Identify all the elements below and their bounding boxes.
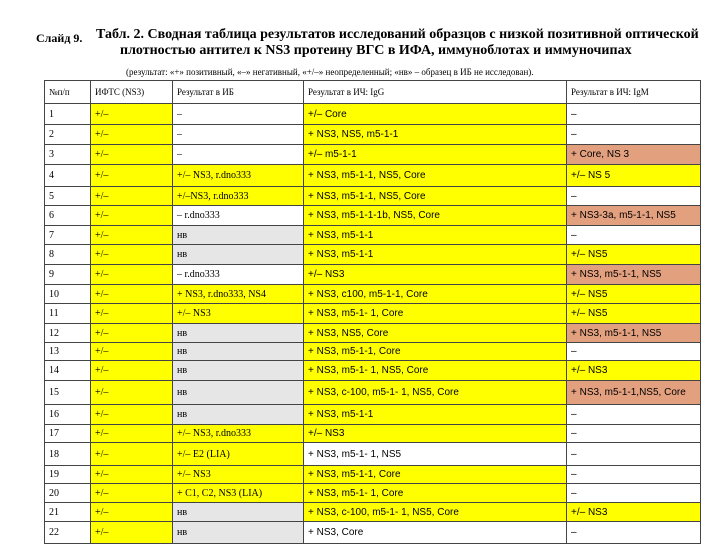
igg-result-cell: + NS3, m5-1- 1, NS5 <box>304 443 567 466</box>
row-number-cell: 3 <box>45 145 91 165</box>
table-row <box>45 226 701 245</box>
ifa-result-cell: +/– <box>91 361 173 381</box>
header-cell-igm: Результат в ИЧ: IgM <box>567 81 701 104</box>
ib-result-cell: – r.dno333 <box>173 206 304 226</box>
igm-result-cell: +/– NS3 <box>567 503 701 522</box>
table-row <box>45 165 701 187</box>
ifa-result-cell: +/– <box>91 405 173 425</box>
igg-result-cell: +/– NS3 <box>304 265 567 285</box>
row-number-cell: 5 <box>45 187 91 206</box>
row-number-cell: 2 <box>45 125 91 145</box>
ib-result-cell: – r.dno333 <box>173 265 304 285</box>
table-row <box>45 405 701 425</box>
row-number-cell: 9 <box>45 265 91 285</box>
igm-result-cell: +/– NS5 <box>567 245 701 265</box>
ib-result-cell: + C1, C2, NS3 (LIA) <box>173 484 304 503</box>
ifa-result-cell: +/– <box>91 145 173 165</box>
ib-result-cell: +/– NS3 <box>173 466 304 484</box>
table-header-row <box>45 81 701 104</box>
ifa-result-cell: +/– <box>91 104 173 125</box>
title-line-1: Табл. 2. Сводная таблица результатов исследований образцов с низкой позитивной оптической <box>96 27 699 42</box>
ib-result-cell: нв <box>173 343 304 361</box>
table-row <box>45 304 701 324</box>
ifa-result-cell: +/– <box>91 245 173 265</box>
header-cell-number: №п/п <box>45 81 91 104</box>
table-row <box>45 187 701 206</box>
igm-result-cell: – <box>567 226 701 245</box>
igm-result-cell: +/– NS5 <box>567 285 701 304</box>
results-table <box>44 80 701 544</box>
ib-result-cell: нв <box>173 405 304 425</box>
ib-result-cell: +/– E2 (LIA) <box>173 443 304 466</box>
header-cell-ifa: ИФТС (NS3) <box>91 81 173 104</box>
igm-result-cell: – <box>567 104 701 125</box>
igm-result-cell: +/– NS5 <box>567 304 701 324</box>
row-number-cell: 12 <box>45 324 91 343</box>
table-row <box>45 125 701 145</box>
ib-result-cell: нв <box>173 522 304 544</box>
ifa-result-cell: +/– <box>91 343 173 361</box>
igm-result-cell: – <box>567 466 701 484</box>
igg-result-cell: + NS3, m5-1-1 <box>304 245 567 265</box>
ifa-result-cell: +/– <box>91 304 173 324</box>
table-row <box>45 425 701 443</box>
igm-result-cell: + NS3, m5-1-1, NS5 <box>567 324 701 343</box>
igg-result-cell: + NS3, m5-1-1, NS5, Core <box>304 165 567 187</box>
ib-result-cell: – <box>173 145 304 165</box>
ifa-result-cell: +/– <box>91 381 173 405</box>
igm-result-cell: – <box>567 125 701 145</box>
table-row <box>45 245 701 265</box>
igg-result-cell: + NS3, c-100, m5-1- 1, NS5, Core <box>304 381 567 405</box>
row-number-cell: 14 <box>45 361 91 381</box>
table-row <box>45 361 701 381</box>
ib-result-cell: +/– NS3, r.dno333 <box>173 425 304 443</box>
table-row <box>45 443 701 466</box>
table-row <box>45 484 701 503</box>
row-number-cell: 19 <box>45 466 91 484</box>
ib-result-cell: нв <box>173 226 304 245</box>
igg-result-cell: + NS3, m5-1- 1, NS5, Core <box>304 361 567 381</box>
ifa-result-cell: +/– <box>91 265 173 285</box>
igm-result-cell: + Core, NS 3 <box>567 145 701 165</box>
row-number-cell: 11 <box>45 304 91 324</box>
table-row <box>45 324 701 343</box>
igm-result-cell: – <box>567 405 701 425</box>
igm-result-cell: + NS3, m5-1-1, NS5 <box>567 265 701 285</box>
ib-result-cell: нв <box>173 503 304 522</box>
ib-result-cell: +/–NS3, r.dno333 <box>173 187 304 206</box>
igm-result-cell: +/– NS 5 <box>567 165 701 187</box>
igm-result-cell: – <box>567 343 701 361</box>
igg-result-cell: +/– m5-1-1 <box>304 145 567 165</box>
ifa-result-cell: +/– <box>91 324 173 343</box>
igg-result-cell: + NS3, c-100, m5-1- 1, NS5, Core <box>304 503 567 522</box>
ifa-result-cell: +/– <box>91 425 173 443</box>
table-row <box>45 343 701 361</box>
ib-result-cell: нв <box>173 245 304 265</box>
ib-result-cell: – <box>173 104 304 125</box>
table-title <box>96 27 711 59</box>
row-number-cell: 13 <box>45 343 91 361</box>
ifa-result-cell: +/– <box>91 285 173 304</box>
ifa-result-cell: +/– <box>91 206 173 226</box>
ib-result-cell: – <box>173 125 304 145</box>
igm-result-cell: +/– NS3 <box>567 361 701 381</box>
ifa-result-cell: +/– <box>91 503 173 522</box>
row-number-cell: 4 <box>45 165 91 187</box>
igg-result-cell: + NS3, Core <box>304 522 567 544</box>
table-row <box>45 265 701 285</box>
ifa-result-cell: +/– <box>91 466 173 484</box>
row-number-cell: 6 <box>45 206 91 226</box>
igm-result-cell: – <box>567 484 701 503</box>
table-row <box>45 522 701 544</box>
ib-result-cell: нв <box>173 381 304 405</box>
header-cell-ib: Результат в ИБ <box>173 81 304 104</box>
ifa-result-cell: +/– <box>91 125 173 145</box>
ib-result-cell: + NS3, r.dno333, NS4 <box>173 285 304 304</box>
table-row <box>45 503 701 522</box>
ifa-result-cell: +/– <box>91 522 173 544</box>
igg-result-cell: + NS3, m5-1-1 <box>304 226 567 245</box>
ifa-result-cell: +/– <box>91 187 173 206</box>
igg-result-cell: + NS3, m5-1-1, Core <box>304 466 567 484</box>
row-number-cell: 10 <box>45 285 91 304</box>
igg-result-cell: +/– Core <box>304 104 567 125</box>
ifa-result-cell: +/– <box>91 484 173 503</box>
igg-result-cell: + NS3, m5-1-1, NS5, Core <box>304 187 567 206</box>
table-row <box>45 466 701 484</box>
row-number-cell: 18 <box>45 443 91 466</box>
ib-result-cell: +/– NS3 <box>173 304 304 324</box>
igg-result-cell: + NS3, c100, m5-1-1, Core <box>304 285 567 304</box>
igg-result-cell: + NS3, NS5, Core <box>304 324 567 343</box>
title-line-2: плотностью антител к NS3 протеину ВГС в ИФА, иммуноблотах и иммуночипах <box>120 43 632 58</box>
igm-result-cell: – <box>567 425 701 443</box>
row-number-cell: 8 <box>45 245 91 265</box>
ifa-result-cell: +/– <box>91 165 173 187</box>
ifa-result-cell: +/– <box>91 226 173 245</box>
igg-result-cell: +/– NS3 <box>304 425 567 443</box>
igm-result-cell: + NS3, m5-1-1,NS5, Core <box>567 381 701 405</box>
igm-result-cell: + NS3-3a, m5-1-1, NS5 <box>567 206 701 226</box>
row-number-cell: 22 <box>45 522 91 544</box>
igm-result-cell: – <box>567 187 701 206</box>
table-row <box>45 206 701 226</box>
igm-result-cell: – <box>567 443 701 466</box>
ifa-result-cell: +/– <box>91 443 173 466</box>
table-legend: (результат: «+» позитивный, «–» негативный, «+/–» неопределенный; «нв» – образец в ИБ не исследован). <box>126 67 534 77</box>
row-number-cell: 17 <box>45 425 91 443</box>
row-number-cell: 20 <box>45 484 91 503</box>
igg-result-cell: + NS3, m5-1-1 <box>304 405 567 425</box>
header-cell-igg: Результат в ИЧ: IgG <box>304 81 567 104</box>
table-row <box>45 381 701 405</box>
table-row <box>45 285 701 304</box>
igg-result-cell: + NS3, m5-1-1-1b, NS5, Core <box>304 206 567 226</box>
row-number-cell: 15 <box>45 381 91 405</box>
table-row <box>45 104 701 125</box>
igm-result-cell: – <box>567 522 701 544</box>
row-number-cell: 21 <box>45 503 91 522</box>
igg-result-cell: + NS3, m5-1- 1, Core <box>304 304 567 324</box>
table-row <box>45 145 701 165</box>
igg-result-cell: + NS3, m5-1- 1, Core <box>304 484 567 503</box>
ib-result-cell: нв <box>173 361 304 381</box>
ib-result-cell: +/– NS3, r.dno333 <box>173 165 304 187</box>
row-number-cell: 1 <box>45 104 91 125</box>
slide-label: Слайд 9. <box>36 31 83 45</box>
row-number-cell: 7 <box>45 226 91 245</box>
ib-result-cell: нв <box>173 324 304 343</box>
igg-result-cell: + NS3, NS5, m5-1-1 <box>304 125 567 145</box>
igg-result-cell: + NS3, m5-1-1, Core <box>304 343 567 361</box>
row-number-cell: 16 <box>45 405 91 425</box>
